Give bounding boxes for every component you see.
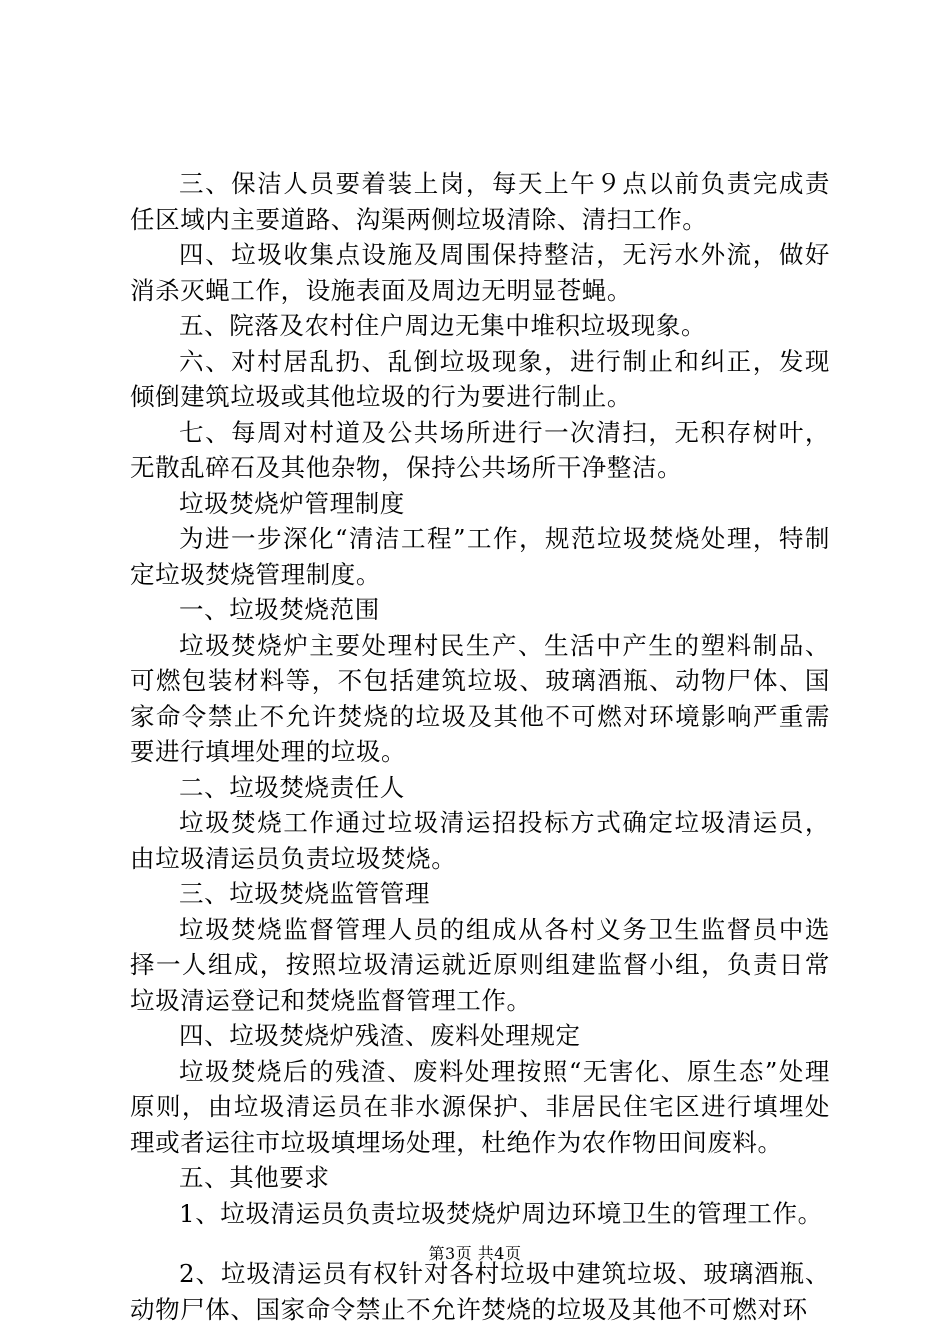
paragraph-other-2: 2、垃圾清运员有权针对各村垃圾中建筑垃圾、玻璃酒瓶、动物尸体、国家命令禁止不允许焚烧的垃圾及其他不可燃对环 — [130, 1259, 830, 1324]
paragraph-cleaner-duty: 三、保洁人员要着装上岗，每天上午９点以前负责完成责任区域内主要道路、沟渠两侧垃圾清除、清扫工作。 — [130, 169, 830, 234]
page-number-footer: 第3页 共4页 — [428, 1244, 522, 1263]
heading-other: 五、其他要求 — [179, 1163, 330, 1192]
paragraph-littering: 六、对村居乱扔、乱倒垃圾现象，进行制止和纠正，发现倾倒建筑垃圾或其他垃圾的行为要进行制止。 — [130, 346, 830, 411]
paragraph-supervision: 垃圾焚烧监督管理人员的组成从各村义务卫生监督员中选择一人组成，按照垃圾清运就近原则组建监督小组，负责日常垃圾清运登记和焚烧监督管理工作。 — [130, 914, 830, 1015]
heading-supervision: 三、垃圾焚烧监管管理 — [179, 879, 430, 908]
paragraph-responsible: 垃圾焚烧工作通过垃圾清运招投标方式确定垃圾清运员，由垃圾清运员负责垃圾焚烧。 — [130, 808, 830, 873]
paragraph-collection-point: 四、垃圾收集点设施及周围保持整洁，无污水外流，做好消杀灭蝇工作，设施表面及周边无明显苍蝇。 — [130, 240, 830, 305]
heading-scope: 一、垃圾焚烧范围 — [179, 595, 380, 624]
heading-responsible: 二、垃圾焚烧责任人 — [179, 772, 405, 802]
paragraph-other-1: 1、垃圾清运员负责垃圾焚烧炉周边环境卫生的管理工作。 — [179, 1198, 823, 1228]
paragraph-courtyard: 五、院落及农村住户周边无集中堆积垃圾现象。 — [179, 311, 707, 340]
document-body — [130, 166, 830, 1327]
paragraph-scope: 垃圾焚烧炉主要处理村民生产、生活中产生的塑料制品、可燃包装材料等，不包括建筑垃圾、玻璃酒瓶、动物尸体、国家命令禁止不允许焚烧的垃圾及其他不可燃对环境影响严重需要进行填埋处理的垃圾。 — [130, 630, 830, 766]
section-title-incinerator: 垃圾焚烧炉管理制度 — [179, 488, 405, 518]
paragraph-weekly-cleaning: 七、每周对村道及公共场所进行一次清扫，无积存树叶，无散乱碎石及其他杂物，保持公共场所干净整洁。 — [130, 417, 830, 482]
paragraph-residue: 垃圾焚烧后的残渣、废料处理按照“无害化、原生态”处理原则，由垃圾清运员在非水源保护、非居民住宅区进行填埋处理或者运往市垃圾填埋场处理，杜绝作为农作物田间废料。 — [130, 1056, 830, 1157]
paragraph-intro: 为进一步深化“清洁工程”工作，规范垃圾焚烧处理，特制定垃圾焚烧管理制度。 — [130, 524, 830, 589]
heading-residue: 四、垃圾焚烧炉残渣、废料处理规定 — [179, 1021, 581, 1050]
